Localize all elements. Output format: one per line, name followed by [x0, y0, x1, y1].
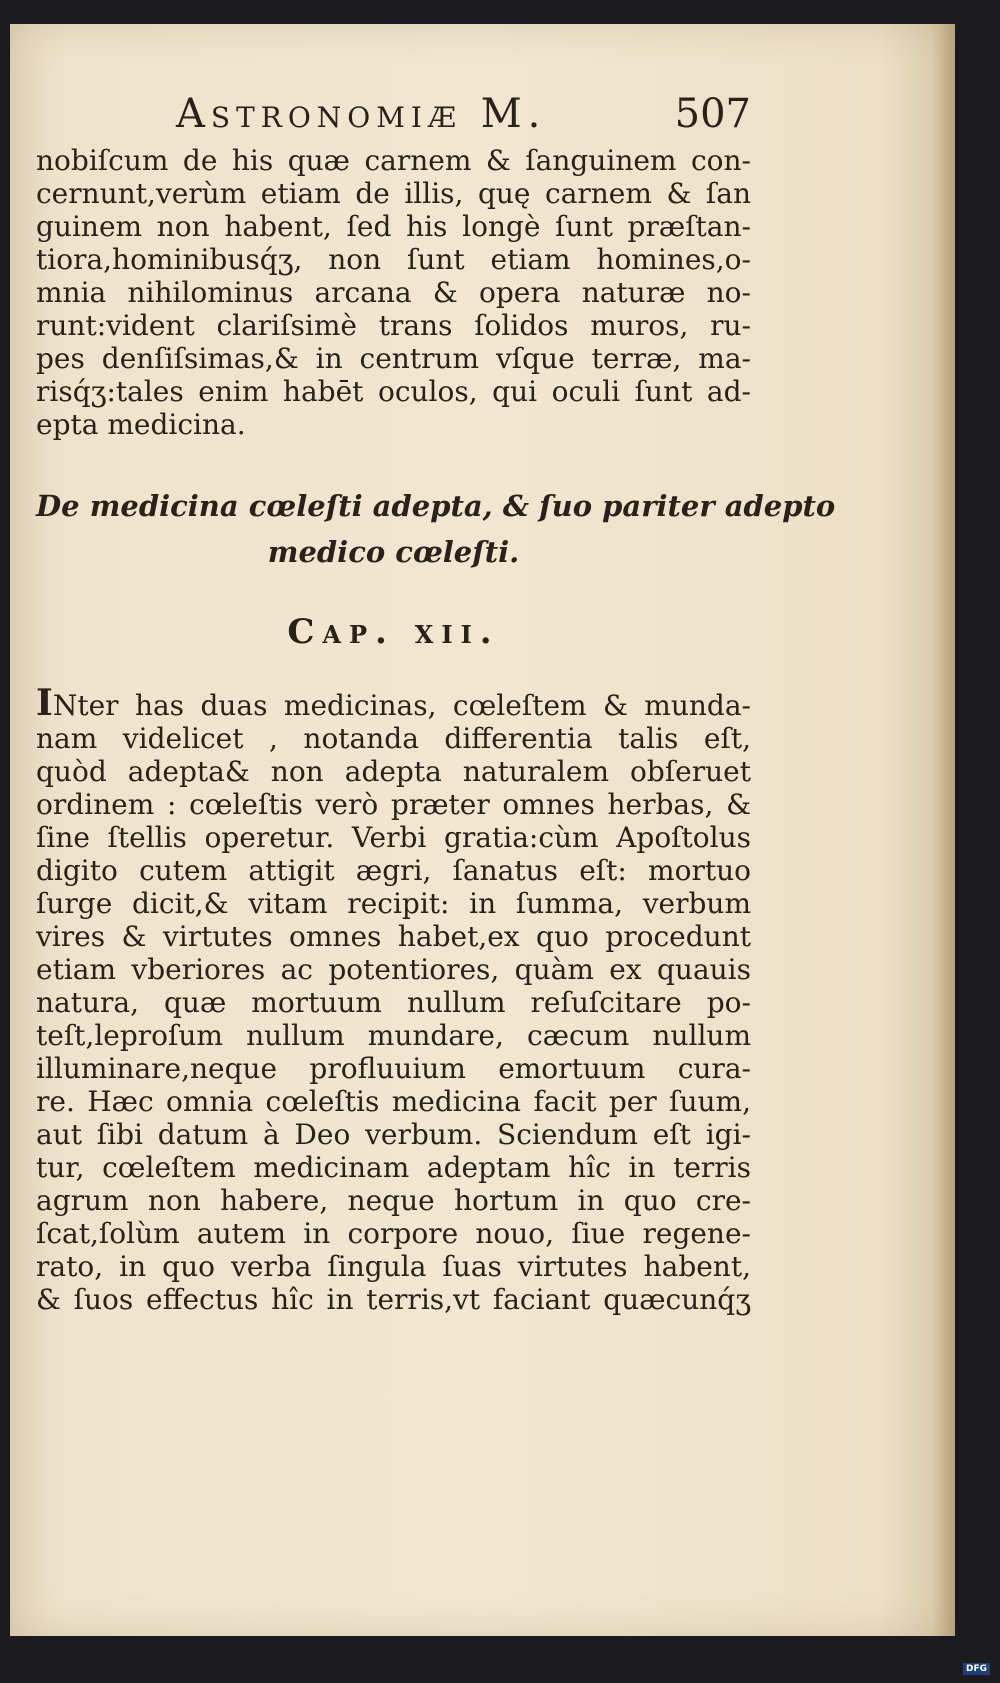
text-line: tiora,hominibusq́ʒ, non ſunt etiam homines,o-	[36, 243, 751, 276]
chapter-number: Cap. xii.	[287, 612, 500, 652]
page-number: 507	[674, 91, 751, 137]
text-line: digito cutem attigit ægri, ſanatus eſt: mortuo	[36, 854, 751, 887]
text-line: ordinem : cœleſtis verò præter omnes herbas, &	[36, 788, 751, 821]
section-heading	[36, 483, 836, 575]
text-line: mnia nihilominus arcana & opera naturæ no-	[36, 276, 751, 309]
text-line: illuminare,neque profluuium emortuum cura-	[36, 1052, 751, 1085]
text-line: cernunt,verùm etiam de illis, quę carnem & ſan	[36, 177, 751, 210]
text-line: etiam vberiores ac potentiores, quàm ex quauis	[36, 953, 751, 986]
text-line: nobiſcum de his quæ carnem & ſanguinem con-	[36, 144, 751, 177]
chapter-paragraph	[36, 682, 751, 1316]
drop-cap: I	[36, 682, 53, 724]
text-line: natura, quæ mortuum nullum reſuſcitare po-	[36, 986, 751, 1019]
text-line: aut ſibi datum à Deo verbum. Sciendum eſt igi-	[36, 1118, 751, 1151]
book-page	[10, 24, 955, 1636]
dfg-logo: DFG	[963, 1663, 990, 1675]
text-line: tur, cœleſtem medicinam adeptam hîc in terris	[36, 1151, 751, 1184]
paragraph-continuation	[36, 144, 751, 441]
text-line: ſcat,ſolùm autem in corpore nouo, ſiue regene-	[36, 1217, 751, 1250]
text-line: runt:vident clariſsimè trans ſolidos muros, ru-	[36, 309, 751, 342]
digitization-credit	[601, 1663, 990, 1675]
text-line: guinem non habent, ſed his longè ſunt præſtan-	[36, 210, 751, 243]
credit-text: Digitalisierung gefördert durch die Deutsche Forschungsgemeinschaft -	[601, 1664, 959, 1675]
text-line: rato, in quo verba ſingula ſuas virtutes habent,	[36, 1250, 751, 1283]
text-line: ſine ſtellis operetur. Verbi gratia:cùm Apoſtolus	[36, 821, 751, 854]
heading-line: De medicina cœleſti adepta, & ſuo pariter adepto	[36, 489, 836, 523]
running-title: Astronomiæ M.	[176, 91, 547, 137]
text-line: nam videlicet , notanda differentia talis eſt,	[36, 722, 751, 755]
text-line: ſurge dicit,& vitam recipit: in ſumma, verbum	[36, 887, 751, 920]
heading-line: medico cœleſti.	[267, 535, 520, 569]
text-line: quòd adepta& non adepta naturalem obſeruet	[36, 755, 751, 788]
text-line	[36, 682, 751, 724]
text-line: vires & virtutes omnes habet,ex quo procedunt	[36, 920, 751, 953]
page-edge-shadow	[933, 24, 955, 1636]
text-line: pes denſiſsimas,& in centrum vſque terræ, ma-	[36, 342, 751, 375]
text-line: & ſuos effectus hîc in terris,vt faciant quæcunq́ʒ	[36, 1283, 751, 1316]
running-head	[36, 84, 751, 144]
text-line-rest: Nter has duas medicinas, cœleſtem & munda-	[52, 689, 751, 722]
text-line: risq́ʒ:tales enim habēt oculos, qui oculi ſunt ad-	[36, 375, 751, 408]
text-line: epta medicina.	[36, 408, 246, 441]
text-line: teſt,leproſum nullum mundare, cæcum nullum	[36, 1019, 751, 1052]
text-line: agrum non habere, neque hortum in quo cre-	[36, 1184, 751, 1217]
page-content	[36, 84, 836, 1316]
text-line: re. Hæc omnia cœleſtis medicina facit per ſuum,	[36, 1085, 751, 1118]
